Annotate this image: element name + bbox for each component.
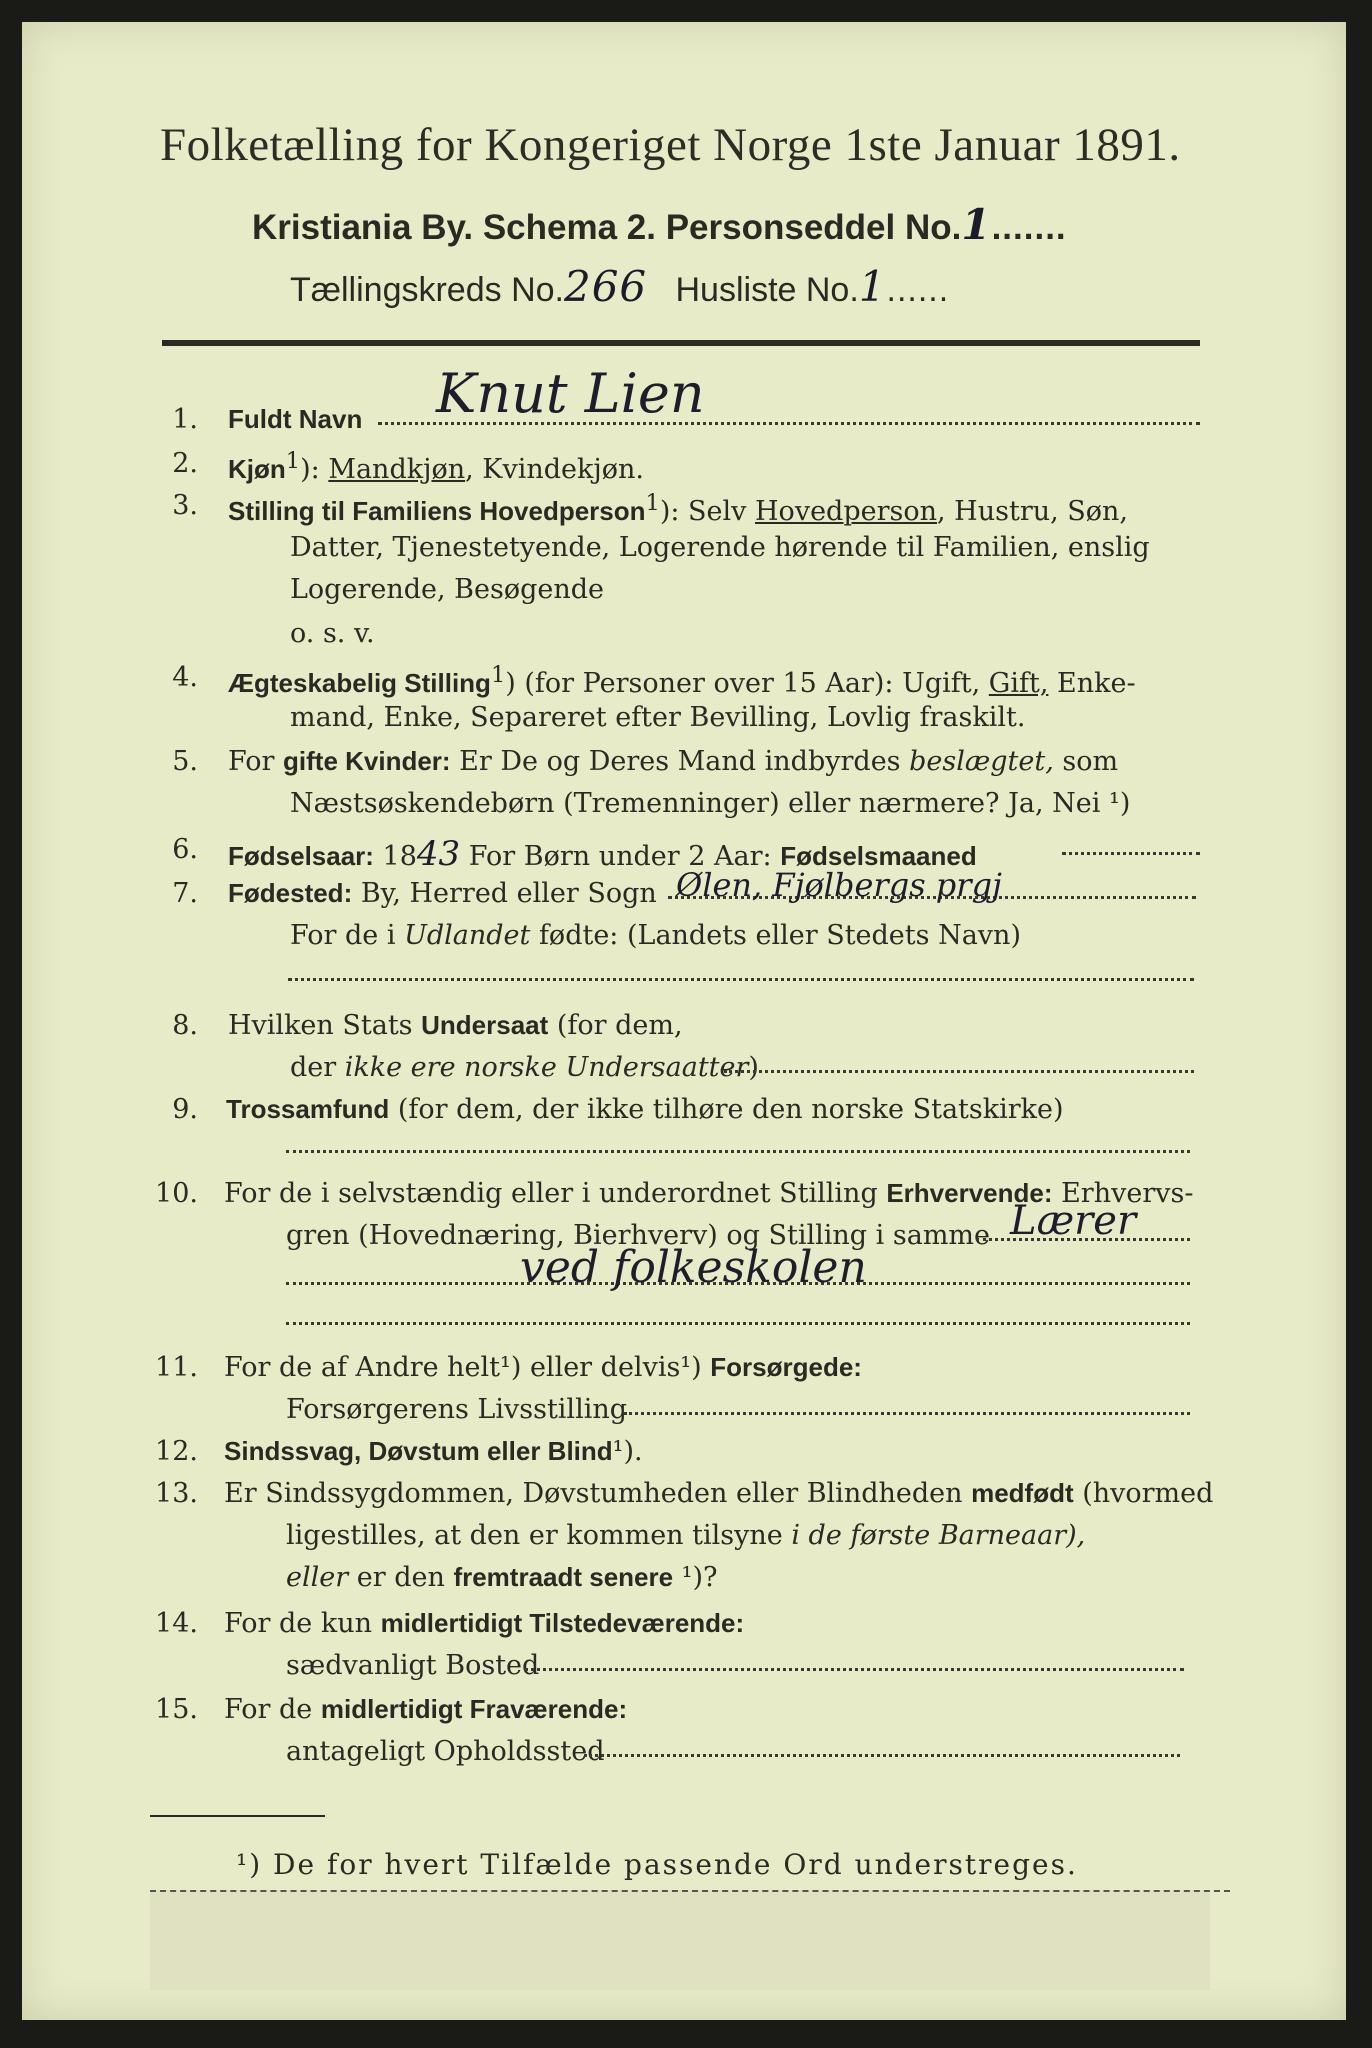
medfodt-line-2: ligestilles, at den er kommen tilsyne i de første Barneaar), bbox=[286, 1520, 1086, 1551]
item-number: 7. bbox=[172, 878, 198, 909]
undersaat-label: Undersaat bbox=[421, 1010, 549, 1040]
footnote-divider bbox=[150, 1815, 325, 1817]
item-number: 14. bbox=[155, 1608, 198, 1639]
aegteskab-selected: Gift, bbox=[988, 668, 1049, 699]
erhverv-field-line-3 bbox=[286, 1322, 1190, 1325]
form-title: Folketælling for Kongeriget Norge 1ste Januar 1891. bbox=[160, 119, 1181, 171]
header-divider bbox=[162, 340, 1200, 346]
aegteskab-label: Ægteskabelig Stilling bbox=[228, 668, 491, 698]
bottom-strip bbox=[150, 1890, 1210, 1990]
undersaat-line: Hvilken Stats Undersaat (for dem, bbox=[228, 1010, 683, 1041]
stilling-line-2: Datter, Tjenestetyende, Logerende hørende til Familien, enslig bbox=[290, 532, 1150, 563]
taellingskreds-label: Tællingskreds No. bbox=[290, 271, 564, 309]
fravaerende-line: For de midlertidigt Fraværende: bbox=[224, 1694, 628, 1725]
aegteskab-line-2: mand, Enke, Separeret efter Bevilling, Lovlig fraskilt. bbox=[290, 702, 1026, 733]
erhverv-line: For de i selvstændig eller i underordnet Stilling Erhvervende: Erhvervs- bbox=[224, 1178, 1194, 1209]
husliste-number: 1 bbox=[858, 262, 887, 311]
stilling-line-3: Logerende, Besøgende bbox=[290, 574, 604, 605]
forsorgede-line-2: Forsørgerens Livsstilling bbox=[286, 1394, 628, 1425]
erhverv-value-1: Lærer bbox=[1010, 1198, 1137, 1244]
item-number: 8. bbox=[172, 1010, 198, 1041]
item-number: 1. bbox=[172, 404, 198, 435]
forsorgede-label: Forsørgede: bbox=[710, 1352, 862, 1382]
item-number: 15. bbox=[155, 1694, 198, 1725]
fodselsaar-line: Fødselsaar: 1843 For Børn under 2 Aar: Fødselsmaaned bbox=[228, 834, 977, 874]
footnote: ¹) De for hvert Tilfælde passende Ord understreges. bbox=[236, 1848, 1078, 1881]
aegteskab-line: Ægteskabelig Stilling$^1$) (for Personer over 15 Aar): Ugift, Gift, Enke- bbox=[228, 662, 1136, 699]
fodested-line: Fødested: By, Herred eller Sogn bbox=[228, 878, 657, 909]
form-subtitle: Kristiania By. Schema 2. Personseddel No.1....... bbox=[252, 200, 1067, 249]
udland-field-line bbox=[288, 978, 1194, 981]
tilstede-label: midlertidigt Tilstedeværende: bbox=[380, 1608, 745, 1638]
taellingskreds-number: 266 bbox=[563, 262, 648, 311]
perforation-line bbox=[150, 1890, 1230, 1892]
stilling-label: Stilling til Familiens Hovedperson bbox=[228, 496, 646, 526]
item-number: 12. bbox=[155, 1436, 198, 1467]
district-line: Tællingskreds No.266 Husliste No.1...... bbox=[290, 262, 950, 311]
gifte-kvinder-line-2: Næstsøskendebørn (Tremenninger) eller nærmere? Ja, Nei ¹) bbox=[290, 788, 1131, 819]
item-number: 11. bbox=[155, 1352, 198, 1383]
subtitle-text: Kristiania By. Schema 2. Personseddel No. bbox=[252, 208, 962, 247]
item-number: 4. bbox=[172, 662, 198, 693]
fodselsaar-value: 43 bbox=[416, 834, 461, 874]
trossamfund-label: Trossamfund bbox=[226, 1094, 390, 1124]
stilling-line-4: o. s. v. bbox=[290, 618, 375, 649]
fravaerende-line-2: antageligt Opholdssted bbox=[286, 1736, 605, 1767]
item-number: 13. bbox=[155, 1478, 198, 1509]
fodested-label: Fødested: bbox=[228, 878, 353, 908]
udland-line: For de i Udlandet fødte: (Landets eller Stedets Navn) bbox=[290, 920, 1021, 951]
medfodt-label: medfødt bbox=[971, 1478, 1074, 1508]
medfodt-line-3: eller er den fremtraadt senere ¹)? bbox=[286, 1562, 718, 1593]
kjon-label: Kjøn bbox=[228, 454, 286, 484]
erhverv-label: Erhvervende: bbox=[886, 1178, 1053, 1208]
sindssvag-line: Sindssvag, Døvstum eller Blind¹). bbox=[224, 1436, 643, 1467]
fodselsmaaned-label: Fødselsmaaned bbox=[780, 841, 977, 871]
erhverv-line-2: gren (Hovednæring, Bierhverv) og Stilling i samme bbox=[286, 1220, 991, 1251]
tilstede-line: For de kun midlertidigt Tilstedeværende: bbox=[224, 1608, 745, 1639]
kjon-selected: Mandkjøn bbox=[328, 454, 466, 485]
gifte-kvinder-label: gifte Kvinder: bbox=[283, 746, 451, 776]
fravaerende-label: midlertidigt Fraværende: bbox=[320, 1694, 628, 1724]
gifte-kvinder-line: For gifte Kvinder: Er De og Deres Mand indbyrdes beslægtet, som bbox=[228, 746, 1119, 777]
stilling-line: Stilling til Familiens Hovedperson$^1$): Selv Hovedperson, Hustru, Søn, bbox=[228, 490, 1129, 527]
fodselsaar-label: Fødselsaar: bbox=[228, 841, 374, 871]
personseddel-number: 1 bbox=[961, 200, 992, 249]
item-number: 6. bbox=[172, 834, 198, 865]
item-number: 3. bbox=[172, 490, 198, 521]
census-form-page bbox=[22, 22, 1346, 2020]
fuldt-navn-label: Fuldt Navn bbox=[228, 404, 363, 434]
fuldt-navn-value: Knut Lien bbox=[436, 362, 705, 425]
sindssvag-label: Sindssvag, Døvstum eller Blind bbox=[224, 1436, 613, 1466]
trossamfund-field-line bbox=[286, 1150, 1190, 1153]
forsorgede-line: For de af Andre helt¹) eller delvis¹) Forsørgede: bbox=[224, 1352, 862, 1383]
forsorgede-field-line bbox=[624, 1412, 1190, 1415]
kjon-line: Kjøn$^1$): Mandkjøn, Kvindekjøn. bbox=[228, 448, 644, 485]
fodselsmaaned-line bbox=[1062, 852, 1200, 855]
undersaat-field-line bbox=[724, 1070, 1194, 1073]
husliste-label: Husliste No. bbox=[675, 271, 859, 309]
item-number: 10. bbox=[155, 1178, 198, 1209]
fravaerende-field-line bbox=[584, 1754, 1180, 1757]
tilstede-field-line bbox=[524, 1668, 1184, 1671]
fodested-value: Ølen, Fjølbergs prgj bbox=[676, 866, 1002, 904]
stilling-selected: Hovedperson bbox=[755, 496, 938, 527]
tilstede-line-2: sædvanligt Bosted bbox=[286, 1650, 540, 1681]
erhverv-value-2: ved folkeskolen bbox=[520, 1242, 867, 1293]
undersaat-line-2: der ikke ere norske Undersaatter) bbox=[290, 1052, 759, 1083]
item-number: 2. bbox=[172, 448, 198, 479]
trossamfund-line: Trossamfund (for dem, der ikke tilhøre den norske Statskirke) bbox=[226, 1094, 1064, 1125]
item-number: 5. bbox=[172, 746, 198, 777]
item-number: 9. bbox=[172, 1094, 198, 1125]
medfodt-line: Er Sindssygdommen, Døvstumheden eller Blindheden medfødt (hvormed bbox=[224, 1478, 1214, 1509]
